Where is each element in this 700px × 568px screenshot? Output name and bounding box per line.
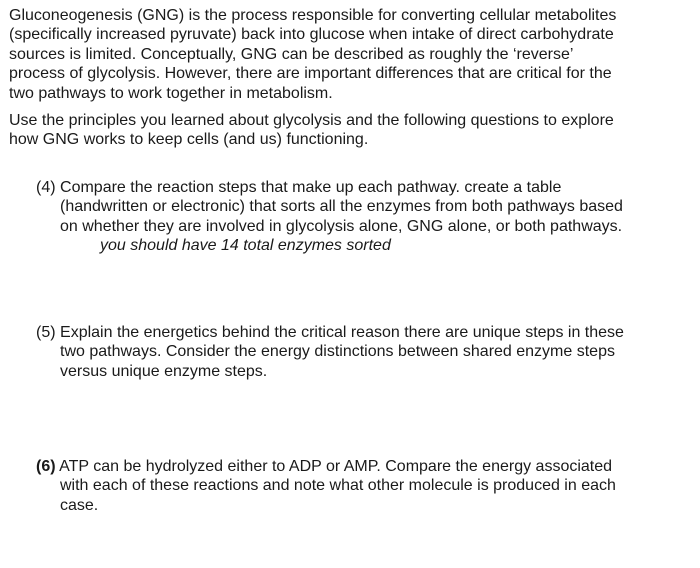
question-first-line [36, 323, 676, 342]
question-first-line [36, 457, 676, 476]
question-number: (4) [36, 179, 56, 196]
question-line: with each of these reactions and note what other molecule is produced in each [60, 477, 616, 495]
question-text: Explain the energetics behind the critical reason there are unique steps in these [60, 324, 624, 341]
principles-line: how GNG works to keep cells (and us) functioning. [9, 131, 369, 149]
question-line: (handwritten or electronic) that sorts all the enzymes from both pathways based [60, 198, 623, 216]
intro-paragraph [9, 6, 689, 103]
question-first-line [36, 178, 676, 197]
question-line: case. [60, 496, 99, 514]
principles-line: Use the principles you learned about glycolysis and the following questions to explore [9, 112, 614, 129]
question-6 [36, 457, 676, 515]
principles-paragraph [9, 111, 689, 150]
question-5 [36, 323, 676, 381]
intro-line: process of glycolysis. However, there are important differences that are critical for the [9, 65, 612, 83]
question-4 [36, 178, 676, 256]
question-line: two pathways. Consider the energy distinctions between shared enzyme steps [60, 343, 615, 361]
intro-line: two pathways to work together in metabolism. [9, 84, 333, 102]
question-text: Compare the reaction steps that make up each pathway. create a table [60, 179, 562, 196]
question-text: ATP can be hydrolyzed either to ADP or AMP. Compare the energy associated [59, 458, 613, 475]
question-number: (6) [36, 458, 56, 475]
intro-line: Gluconeogenesis (GNG) is the process responsible for converting cellular metabolites [9, 7, 617, 24]
question-number: (5) [36, 324, 56, 341]
question-line: versus unique enzyme steps. [60, 362, 268, 380]
question-line: on whether they are involved in glycolysis alone, GNG alone, or both pathways. [60, 217, 623, 235]
intro-line: sources is limited. Conceptually, GNG can be described as roughly the ‘reverse’ [9, 45, 574, 63]
question-note: you should have 14 total enzymes sorted [100, 237, 391, 255]
intro-line: (specifically increased pyruvate) back into glucose when intake of direct carbohydrate [9, 26, 614, 44]
